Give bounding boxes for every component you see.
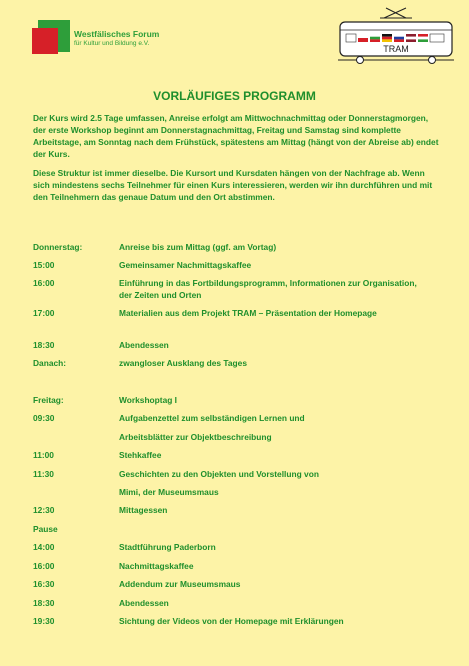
logo-red-square-icon	[32, 28, 58, 54]
schedule-desc: Geschichten zu den Objekten und Vorstellung von	[119, 469, 319, 479]
schedule-time: 11:30	[33, 469, 54, 479]
schedule-time: 12:30	[33, 505, 55, 515]
schedule-desc: Aufgabenzettel zum selbständigen Lernen und	[119, 413, 305, 423]
schedule-desc: zwangloser Ausklang des Tages	[119, 358, 247, 368]
intro-paragraph-2: Diese Struktur ist immer dieselbe. Die Kursort und Kursdaten hängen von der Nachfrage ab. Wenn sich mindestens sechs Teilnehmer für einen Kurs interessieren, werden wir ihn durchführen und mit den Teilnehmern das genaue Datum und den Ort abstimmen.	[33, 168, 433, 202]
schedule-desc: Einführung in das Fortbildungsprogramm, Informationen zur Organisation, der Zeiten und Orten	[119, 278, 417, 300]
schedule-time: 18:30	[33, 340, 55, 350]
schedule-time: 18:30	[33, 598, 55, 608]
schedule-time: Danach:	[33, 358, 67, 368]
schedule-time: 16:30	[33, 579, 55, 589]
schedule-desc: Gemeinsamer Nachmittagskaffee	[119, 260, 252, 270]
page-title: VORLÄUFIGES PROGRAMM	[153, 89, 316, 103]
schedule-time: Freitag:	[33, 395, 64, 405]
logo-org-name: Westfälisches Forum	[74, 29, 160, 39]
schedule-desc: Abendessen	[119, 598, 169, 608]
logo-westfaelisches-forum	[30, 18, 190, 68]
schedule-desc: Stehkaffee	[119, 450, 162, 460]
schedule-desc: Stadtführung Paderborn	[119, 542, 216, 552]
schedule-desc: Nachmittagskaffee	[119, 561, 194, 571]
schedule-time: Pause	[33, 524, 58, 534]
intro-paragraph-1: Der Kurs wird 2.5 Tage umfassen, Anreise erfolgt am Mittwochnachmittag oder Donnerstagmorgen, der erste Workshop beginnt am Donnerstagnachmittag, Freitag und Samstag sind komplette Arbeitstage, am Sonntag nach dem Frühstück, spätestens am Mittag (hängt von der Abreise ab) endet der Kurs.	[33, 113, 439, 159]
schedule-time: 16:00	[33, 278, 55, 288]
tram-label: TRAM	[383, 44, 409, 54]
logo-org-subtitle: für Kultur und Bildung e.V.	[74, 39, 150, 47]
schedule-time: 14:00	[33, 542, 55, 552]
schedule-time: Donnerstag:	[33, 242, 83, 252]
schedule-desc: Addendum zur Museumsmaus	[119, 579, 241, 589]
schedule-desc: Mimi, der Museumsmaus	[119, 487, 219, 497]
schedule-time: 16:00	[33, 561, 55, 571]
schedule-time: 09:30	[33, 413, 55, 423]
schedule-desc: Materialien aus dem Projekt TRAM – Präsentation der Homepage	[119, 308, 377, 318]
schedule-desc: Mittagessen	[119, 505, 168, 515]
schedule-desc: Workshoptag I	[119, 395, 178, 405]
schedule-time: 11:00	[33, 450, 54, 460]
schedule-desc: Arbeitsblätter zur Objektbeschreibung	[119, 432, 272, 442]
schedule-desc: Anreise bis zum Mittag (ggf. am Vortag)	[119, 242, 277, 252]
schedule-time: 17:00	[33, 308, 55, 318]
schedule-time: 19:30	[33, 616, 55, 626]
tram-logo-icon	[334, 6, 458, 70]
schedule-desc: Abendessen	[119, 340, 169, 350]
schedule-time: 15:00	[33, 260, 55, 270]
schedule-desc: Sichtung der Videos von der Homepage mit Erklärungen	[119, 616, 344, 626]
logo-text	[74, 30, 159, 47]
